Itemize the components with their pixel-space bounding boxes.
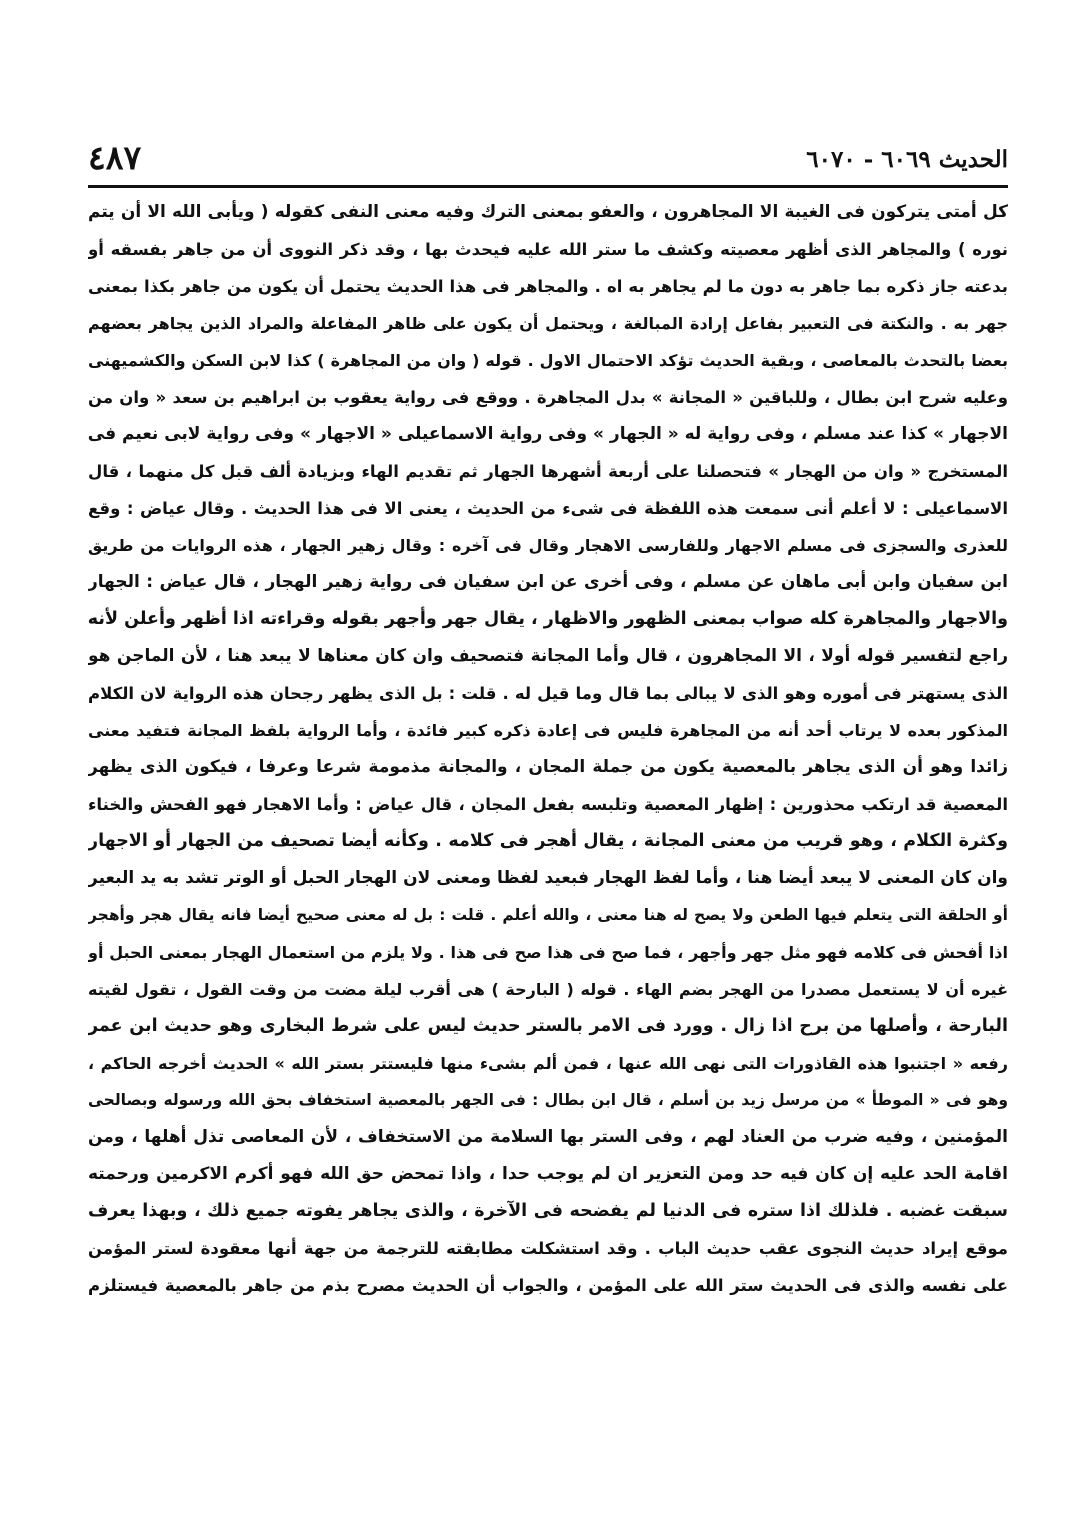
text-line: المعصية قد ارتكب محذورين : إظهار المعصية وتلبسه بفعل المجان ، قال عياض : وأما الاهجار فهو الفحش والخناء (88, 795, 1008, 814)
text-line: على نفسه والذى فى الحديث ستر الله على المؤمن ، والجواب أن الحديث مصرح بذم من جاهر بالمعصية فيستلزم (88, 1276, 1008, 1295)
text-line: الاجهار » كذا عند مسلم ، وفى رواية له « الجهار » وفى رواية الاسماعيلى « الاجهار » وفى رواية لابى نعيم فى (88, 424, 1008, 444)
text-line: زائدا وهو أن الذى يجاهر بالمعصية يكون من جملة المجان ، والمجانة مذمومة شرعا وعرفا ، فيكون الذى يظهر (88, 757, 1008, 777)
text-line: كل أمتى يتركون فى الغيبة الا المجاهرون ، والعفو بمعنى الترك وفيه معنى النفى كقوله ( ويأبى الله الا أن يتم (88, 202, 1008, 222)
text-line: غيره أن لا يستعمل مصدرا من الهجر بضم الهاء . قوله ( البارحة ) هى أقرب ليلة مضت من وقت القول ، تقول لقيته (88, 980, 1008, 999)
text-line: جهر به . والنكتة فى التعبير بفاعل إرادة المبالغة ، ويحتمل أن يكون على ظاهر المفاعلة والمراد الذين يجاهر بعضهم (88, 314, 1008, 333)
text-line: نوره ) والمجاهر الذى أظهر معصيته وكشف ما ستر الله عليه فيحدث بها ، وقد ذكر النووى أن من جاهر بفسقه أو (88, 240, 1008, 259)
text-line: المستخرج « وان من الهجار » فتحصلنا على أربعة أشهرها الجهار ثم تقديم الهاء وبزيادة ألف قبل كل منهما ، قال (88, 462, 1008, 481)
text-line: بعضا بالتحدث بالمعاصى ، وبقية الحديث تؤكد الاحتمال الاول . قوله ( وان من المجاهرة ) كذا لابن السكن والكشميهنى (88, 351, 1008, 370)
text-line: اقامة الحد عليه إن كان فيه حد ومن التعزير ان لم يوجب حدا ، واذا تمحض حق الله فهو أكرم الاكرمين ورحمته (88, 1164, 1008, 1184)
text-line: الذى يستهتر فى أموره وهو الذى لا يبالى بما قال وما قيل له . قلت : بل الذى يظهر رجحان هذه الرواية لان الكلام (88, 684, 1008, 703)
text-line: سبقت غضبه . فلذلك اذا ستره فى الدنيا لم يفضحه فى الآخرة ، والذى يجاهر يفوته جميع ذلك ، وبهذا يعرف (88, 1201, 1008, 1221)
text-line: اذا أفحش فى كلامه فهو مثل جهر وأجهر ، فما صح فى هذا صح فى هذا . ولا يلزم من استعمال الهجار بمعنى الحبل أو (88, 943, 1008, 962)
text-line: أو الحلقة التى يتعلم فيها الطعن ولا يصح له هنا معنى ، والله أعلم . قلت : بل له معنى صحيح أيضا فانه يقال هجر وأهجر (88, 906, 1008, 924)
text-line: موقع إيراد حديث النجوى عقب حديث الباب . وقد استشكلت مطابقته للترجمة من جهة أنها معقودة لستر المؤمن (88, 1239, 1008, 1258)
text-line: بدعته جاز ذكره بما جاهر به دون ما لم يجاهر به اه . والمجاهر فى هذا الحديث يحتمل أن يكون من جاهر بكذا بمعنى (88, 277, 1008, 296)
text-line: رفعه « اجتنبوا هذه القاذورات التى نهى الله عنها ، فمن ألم بشىء منها فليستتر بستر الله » الحديث أخرجه الحاكم ، (88, 1054, 1008, 1073)
running-head: الحديث ٦٠٦٩ - ٦٠٧٠ (806, 146, 1008, 173)
text-line: راجع لتفسير قوله أولا ، الا المجاهرون ، قال وأما المجانة فتصحيف وان كان معناها لا يبعد هنا ، لأن الماجن هو (88, 646, 1008, 666)
text-line: المؤمنين ، وفيه ضرب من العناد لهم ، وفى الستر بها السلامة من الاستخفاف ، لأن المعاصى تذل أهلها ، ومن (88, 1127, 1008, 1147)
text-line: وكثرة الكلام ، وهو قريب من معنى المجانة ، يقال أهجر فى كلامه . وكأنه أيضا تصحيف من الجهار أو الاجهار (88, 831, 1008, 851)
text-line: الاسماعيلى : لا أعلم أنى سمعت هذه اللفظة فى شىء من الحديث ، يعنى الا فى هذا الحديث . وقال عياض : وقع (88, 499, 1008, 518)
text-line: المذكور بعده لا يرتاب أحد أنه من المجاهرة فليس فى إعادة ذكره كبير فائدة ، وأما الرواية بلفظ المجانة فتفيد معنى (88, 721, 1008, 740)
header-rule (88, 185, 1008, 188)
page-header (88, 138, 1008, 182)
text-line: وهو فى « الموطأ » من مرسل زيد بن أسلم ، قال ابن بطال : فى الجهر بالمعصية استخفاف بحق الله ورسوله وبصالحى (88, 1091, 1008, 1109)
text-line: البارحة ، وأصلها من برح اذا زال . وورد فى الامر بالستر حديث ليس على شرط البخارى وهو حديث ابن عمر (88, 1016, 1008, 1036)
body-text (88, 194, 1008, 1304)
text-line: ابن سفيان وابن أبى ماهان عن مسلم ، وفى أخرى عن ابن سفيان فى رواية زهير الهجار ، قال عياض : الجهار (88, 572, 1008, 592)
text-line: وعليه شرح ابن بطال ، وللباقين « المجانة » بدل المجاهرة . ووقع فى رواية يعقوب بن ابراهيم بن سعد « وان من (88, 388, 1008, 407)
text-line: والاجهار والمجاهرة كله صواب بمعنى الظهور والاظهار ، يقال جهر وأجهر بقوله وقراءته اذا أظهر وأعلن لأنه (88, 609, 1008, 629)
text-line: وان كان المعنى لا يبعد أيضا هنا ، وأما لفظ الهجار فبعيد لفظا ومعنى لان الهجار الحبل أو الوتر تشد به يد البعير (88, 868, 1008, 888)
page-number: ٤٨٧ (88, 138, 142, 177)
text-line: للعذرى والسجزى فى مسلم الاجهار وللفارسى الاهجار وقال فى آخره : وقال زهير الجهار ، هذه الروايات من طريق (88, 536, 1008, 555)
